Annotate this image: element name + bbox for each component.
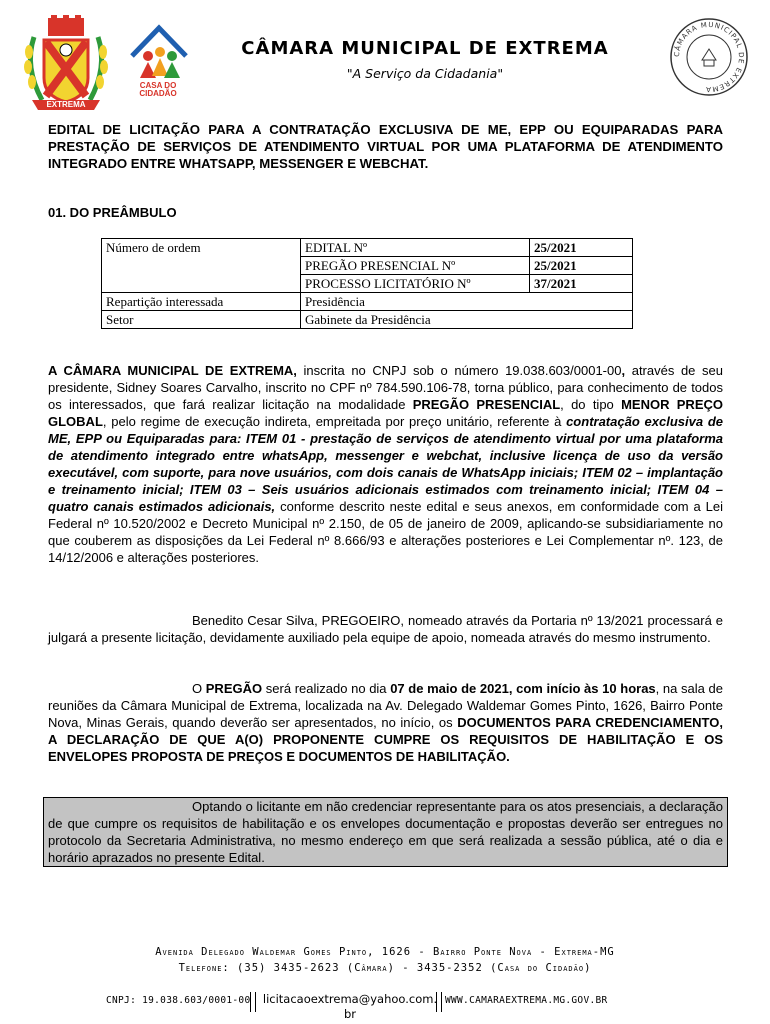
- para1-text-2: através de seu presidente, Sidney Soares Carvalho, inscrito no CPF nº 784.590.106-78, torna público, para conhecimento de todos os interessados, que fará realizar licitação na modalidade: [48, 363, 723, 412]
- preamble-table: [101, 238, 633, 329]
- header-title: CÂMARA MUNICIPAL DE EXTREMA: [241, 38, 609, 59]
- para3-text-2: será realizado no dia: [262, 681, 391, 696]
- edital-key: EDITAL Nº: [301, 239, 530, 257]
- table-row: [102, 311, 633, 329]
- setor-value: Gabinete da Presidência: [301, 311, 633, 329]
- session-paragraph: [48, 680, 723, 765]
- footer-separator: [250, 992, 256, 1012]
- footer-cnpj: CNPJ: 19.038.603/0001-00: [106, 995, 251, 1006]
- footer-email[interactable]: licitacaoextrema@yahoo.com.br: [262, 992, 438, 1021]
- header-subtitle: "A Serviço da Cidadania": [346, 66, 504, 81]
- footer-address: Avenida Delegado Waldemar Gomes Pinto, 1626 - Bairro Ponte Nova - Extrema-MG: [155, 946, 615, 958]
- coat-of-arms-label: EXTREMA: [46, 100, 86, 109]
- footer-phone: Telefone: (35) 3435-2623 (Câmara) - 3435-2352 (Casa do Cidadão): [178, 962, 592, 974]
- object-description: contratação exclusiva de ME, EPP ou Equiparadas para: ITEM 01 - prestação de serviços de atendimento virtual por uma plataforma de atendimento integrado entre whatsApp, messenger e webchat, inclusive licença de uso da versão executável, com suporte, para nove usuários, com dois canais de WhatsApp iniciais; ITEM 02 – implantação e treinamento inicial; ITEM 03 – Seis usuários adicionais estimados com treinamento inicial; ITEM 04 – quatro canais estimados adicionais,: [48, 414, 723, 514]
- table-row: [102, 239, 633, 257]
- pregao-value: 25/2021: [530, 257, 633, 275]
- table-row: [102, 293, 633, 311]
- para3-text-3: , na sala de reuniões da Câmara Municipal de Extrema, localizada na Av. Delegado Waldemar Gomes Pinto, 1626, Bairro Ponte Nova, Minas Gerais, quando deverão ser apresentados, no início, os: [48, 681, 723, 730]
- numero-ordem-label: Número de ordem: [102, 239, 301, 293]
- para1-comma: ,: [621, 363, 626, 378]
- document-title: EDITAL DE LICITAÇÃO PARA A CONTRATAÇÃO EXCLUSIVA DE ME, EPP OU EQUIPARADAS PARA PRESTAÇÃO DE SERVIÇOS DE ATENDIMENTO VIRTUAL POR UMA PLATAFORMA DE ATENDIMENTO INTEGRADO ENTRE WHATSAPP, MESSENGER E WEBCHAT.: [48, 122, 723, 171]
- para1-text-3: , do tipo: [560, 397, 622, 412]
- processo-value: 37/2021: [530, 275, 633, 293]
- setor-label: Setor: [102, 311, 301, 329]
- camara-name: A CÂMARA MUNICIPAL DE EXTREMA,: [48, 363, 297, 378]
- para1-text-1: inscrita no CNPJ sob o número 19.038.603/0001-00: [296, 363, 622, 378]
- coat-of-arms-logo: [14, 12, 118, 116]
- seal-text: CÂMARA MUNICIPAL DE EXTREMA: [672, 20, 746, 94]
- boxed-paragraph: Optando o licitante em não credenciar representante para os atos presenciais, a declaração de que cumpre os requisitos de habilitação e os envelopes documentação e propostas deverão ser entregues no protocolo da Secretaria Administrativa, no mesmo endereço em que será realizada a sessão pública, até o dia e horário aprazados no presente Edital.: [43, 797, 728, 867]
- modalidade: PREGÃO PRESENCIAL: [412, 397, 561, 412]
- session-date: 07 de maio de 2021, com início às 10 horas: [390, 681, 656, 696]
- footer-website[interactable]: WWW.CAMARAEXTREMA.MG.GOV.BR: [445, 995, 608, 1006]
- pregoeiro-paragraph: Benedito Cesar Silva, PREGOEIRO, nomeado através da Portaria nº 13/2021 processará e julgará a presente licitação, devidamente auxiliado pela equipe de apoio, nomeada através do mesmo instrumento.: [48, 613, 723, 645]
- section-heading: 01. DO PREÂMBULO: [48, 205, 177, 220]
- para1-text-4: , pelo regime de execução indireta, empreitada por preço unitário, referente à: [102, 414, 567, 429]
- svg-text:CÂMARA MUNICIPAL DE EXTREMA: [673, 21, 745, 93]
- para1-text-5: conforme descrito neste edital e seus anexos, em conformidade com a Lei Federal nº 10.520/2002 e Decreto Municipal nº 2.150, de 05 de janeiro de 2009, aplicando-se subsidiariamente no que couberem as disposições da Lei Federal nº 8.666/93 e alterações posteriores e Lei Complementar nº. 123, de 14/12/2006 e alterações posteriores.: [48, 499, 723, 565]
- tipo: MENOR PREÇO GLOBAL: [48, 397, 723, 429]
- casa-do-cidadao-label: CASA DO CIDADÃO: [139, 81, 177, 98]
- pregao-word: PREGÃO: [205, 681, 263, 696]
- reparticao-value: Presidência: [301, 293, 633, 311]
- preamble-paragraph: [48, 362, 723, 566]
- required-documents: DOCUMENTOS PARA CREDENCIAMENTO, A DECLARAÇÃO DE QUE A(O) PROPONENTE CUMPRE OS REQUISITOS DE HABILITAÇÃO E OS ENVELOPES PROPOSTA DE PREÇOS E DOCUMENTOS DE HABILITAÇÃO.: [48, 715, 723, 764]
- edital-value: 25/2021: [530, 239, 633, 257]
- footer-separator: [436, 992, 442, 1012]
- processo-key: PROCESSO LICITATÓRIO Nº: [301, 275, 530, 293]
- pregao-key: PREGÃO PRESENCIAL Nº: [301, 257, 530, 275]
- reparticao-label: Repartição interessada: [102, 293, 301, 311]
- para3-text-1: O: [192, 681, 206, 696]
- camara-seal: [668, 16, 750, 98]
